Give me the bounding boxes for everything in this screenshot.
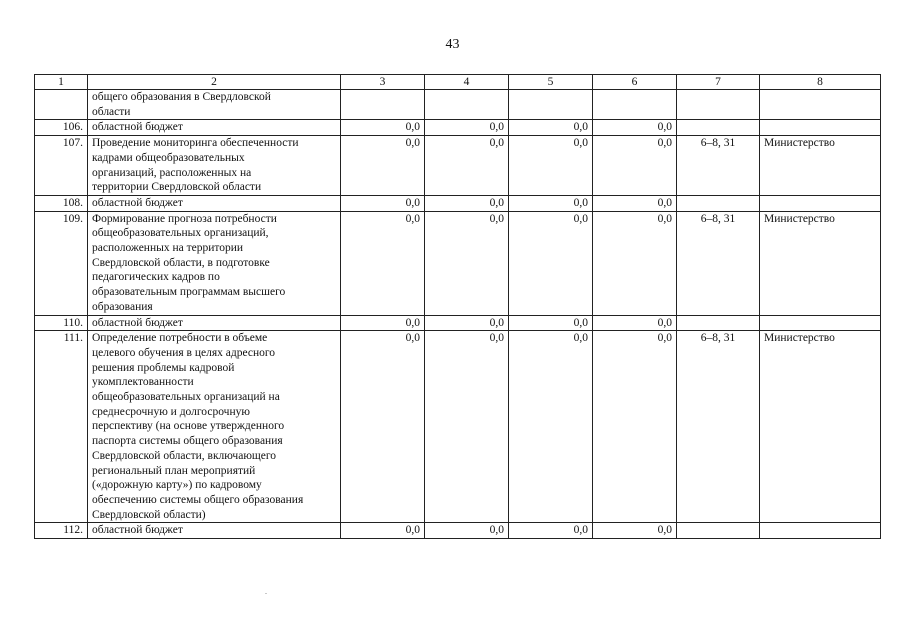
column-header: 4 — [425, 75, 509, 90]
column-header: 8 — [760, 75, 881, 90]
measure-description-line: областной бюджет — [92, 121, 183, 134]
funding-value-cell: 0,0 — [509, 211, 593, 315]
table-row — [35, 315, 881, 331]
row-number-cell — [35, 90, 88, 120]
funding-value-cell: 0,0 — [425, 120, 509, 136]
funding-value-cell: 0,0 — [509, 331, 593, 523]
measure-description-line: региональный план мероприятий — [92, 464, 256, 477]
measure-description-cell — [88, 523, 341, 539]
target-reference-cell — [677, 315, 760, 331]
table-header-row — [35, 75, 881, 90]
measure-description-line: перспективу (на основе утвержденного — [92, 420, 285, 433]
measure-description-line: расположенных на территории — [92, 242, 244, 255]
funding-value-cell: 0,0 — [341, 136, 425, 196]
measure-description-cell — [88, 90, 341, 120]
funding-value-cell — [593, 90, 677, 120]
row-number-cell: 111. — [35, 331, 88, 523]
measure-description-line: областной бюджет — [92, 316, 183, 329]
table-row — [35, 90, 881, 120]
row-number-cell: 106. — [35, 120, 88, 136]
measure-description-line: образования — [92, 300, 153, 313]
executor-cell — [760, 523, 881, 539]
executor-cell: Министерство — [760, 211, 881, 315]
funding-value-cell — [509, 90, 593, 120]
measure-description-line: среднесрочную и долгосрочную — [92, 405, 250, 418]
funding-value-cell: 0,0 — [425, 136, 509, 196]
target-reference-cell: 6–8, 31 — [677, 211, 760, 315]
column-header: 7 — [677, 75, 760, 90]
measure-description-cell — [88, 195, 341, 211]
measure-description-line: Свердловской области, включающего — [92, 449, 277, 462]
measure-description-line: целевого обучения в целях адресного — [92, 346, 276, 359]
executor-cell — [760, 315, 881, 331]
target-reference-cell — [677, 120, 760, 136]
measure-description-line: областной бюджет — [92, 524, 183, 537]
table-row — [35, 136, 881, 196]
measure-description-line: общеобразовательных организаций, — [92, 227, 269, 240]
executor-cell — [760, 120, 881, 136]
executor-cell — [760, 195, 881, 211]
funding-value-cell: 0,0 — [593, 331, 677, 523]
funding-value-cell: 0,0 — [341, 211, 425, 315]
funding-value-cell: 0,0 — [509, 120, 593, 136]
funding-value-cell: 0,0 — [425, 331, 509, 523]
measure-description-cell — [88, 211, 341, 315]
measure-description-line: решения проблемы кадровой — [92, 361, 235, 374]
target-reference-cell — [677, 523, 760, 539]
target-reference-cell: 6–8, 31 — [677, 331, 760, 523]
measure-description-line: Свердловской области, в подготовке — [92, 256, 270, 269]
table-row — [35, 523, 881, 539]
column-header: 5 — [509, 75, 593, 90]
funding-value-cell: 0,0 — [509, 195, 593, 211]
funding-value-cell: 0,0 — [341, 195, 425, 211]
table-row — [35, 211, 881, 315]
measure-description-cell — [88, 120, 341, 136]
funding-value-cell: 0,0 — [593, 211, 677, 315]
scan-artifact — [265, 593, 267, 594]
row-number-cell: 110. — [35, 315, 88, 331]
funding-value-cell: 0,0 — [425, 315, 509, 331]
executor-cell — [760, 90, 881, 120]
measure-description-line: Определение потребности в объеме — [92, 332, 268, 345]
row-number-cell: 107. — [35, 136, 88, 196]
column-header: 3 — [341, 75, 425, 90]
target-reference-cell — [677, 90, 760, 120]
target-reference-cell — [677, 195, 760, 211]
funding-value-cell: 0,0 — [593, 136, 677, 196]
funding-value-cell: 0,0 — [341, 315, 425, 331]
measure-description-line: Свердловской области) — [92, 508, 206, 521]
target-reference-cell: 6–8, 31 — [677, 136, 760, 196]
funding-value-cell: 0,0 — [593, 195, 677, 211]
measure-description-line: общего образования в Свердловской — [92, 91, 271, 103]
funding-value-cell: 0,0 — [593, 315, 677, 331]
measure-description-line: области — [92, 105, 131, 118]
column-header: 6 — [593, 75, 677, 90]
measure-description-line: Формирование прогноза потребности — [92, 212, 277, 225]
measure-description-line: («дорожную карту») по кадровому — [92, 479, 262, 492]
measure-description-line: паспорта системы общего образования — [92, 435, 283, 448]
measure-description-cell — [88, 315, 341, 331]
measure-description-line: организаций, расположенных на — [92, 166, 252, 179]
executor-cell: Министерство — [760, 136, 881, 196]
row-number-cell: 108. — [35, 195, 88, 211]
executor-cell: Министерство — [760, 331, 881, 523]
program-measures-table — [34, 74, 881, 539]
column-header: 1 — [35, 75, 88, 90]
table-row — [35, 120, 881, 136]
row-number-cell: 109. — [35, 211, 88, 315]
measure-description-line: территории Свердловской области — [92, 181, 262, 194]
funding-value-cell: 0,0 — [341, 120, 425, 136]
measure-description-line: образовательным программам высшего — [92, 286, 286, 299]
measure-description-line: педагогических кадров по — [92, 271, 220, 284]
measure-description-line: общеобразовательных организаций на — [92, 391, 280, 404]
funding-value-cell: 0,0 — [509, 136, 593, 196]
funding-value-cell: 0,0 — [341, 523, 425, 539]
funding-value-cell: 0,0 — [593, 523, 677, 539]
funding-value-cell: 0,0 — [425, 211, 509, 315]
table-row — [35, 331, 881, 523]
funding-value-cell — [425, 90, 509, 120]
funding-value-cell: 0,0 — [425, 195, 509, 211]
measure-description-line: областной бюджет — [92, 196, 183, 209]
measure-description-cell — [88, 331, 341, 523]
measure-description-cell — [88, 136, 341, 196]
row-number-cell: 112. — [35, 523, 88, 539]
measure-description-line: укомплектованности — [92, 376, 194, 389]
funding-value-cell: 0,0 — [509, 523, 593, 539]
measure-description-line: обеспечению системы общего образования — [92, 493, 304, 506]
funding-value-cell: 0,0 — [509, 315, 593, 331]
measure-description-line: кадрами общеобразовательных — [92, 151, 245, 164]
funding-value-cell: 0,0 — [593, 120, 677, 136]
measure-description-line: Проведение мониторинга обеспеченности — [92, 137, 299, 150]
table-row — [35, 195, 881, 211]
funding-value-cell: 0,0 — [425, 523, 509, 539]
page-number: 43 — [445, 37, 460, 52]
column-header: 2 — [88, 75, 341, 90]
funding-value-cell — [341, 90, 425, 120]
funding-value-cell: 0,0 — [341, 331, 425, 523]
